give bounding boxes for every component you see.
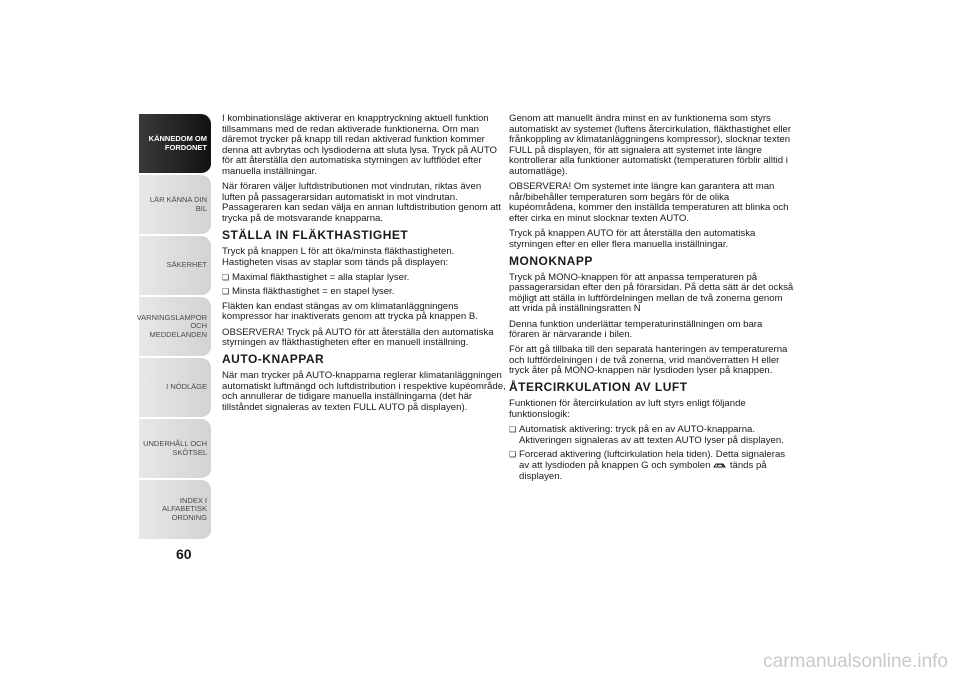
page-number: 60 bbox=[176, 546, 192, 562]
paragraph: När man trycker på AUTO-knapparna reglerar klimatanläggningen automatiskt luftmängd och luftdistribution i respektive kupéområde, och annullerar de tidigare manuella inställningarna (det här tillståndet signaleras av texten FULL AUTO på displayen). bbox=[222, 370, 506, 413]
paragraph: Tryck på knappen AUTO för att återställa den automatiska styrningen efter en eller flera manuella inställningar. bbox=[509, 227, 756, 250]
tab-underhall-och-skotsel[interactable]: UNDERHÅLL OCH SKÖTSEL bbox=[139, 419, 211, 479]
paragraph: Denna funktion underlättar temperaturinställningen om bara föraren är närvarande i bilen. bbox=[509, 318, 763, 341]
list-item: ❏ Maximal fläkthastighet = alla staplar lyser. bbox=[222, 273, 507, 284]
list-item: ❏ Minsta fläkthastighet = en stapel lyser. bbox=[222, 287, 507, 298]
heading-fan-speed: STÄLLA IN FLÄKTHASTIGHET bbox=[222, 227, 409, 242]
paragraph: Fläkten kan endast stängas av om klimatanläggningens kompressor har inaktiverats genom att trycka på knappen B. bbox=[222, 300, 478, 323]
paragraph: För att gå tillbaka till den separata hanteringen av temperaturerna och luftfördelningen i de två zonerna, vrid manöverratten H eller tryck åter på MONO-knappen när lysdioden lyser på knappen. bbox=[509, 344, 788, 377]
paragraph: Tryck på knappen L för att öka/minsta fläkthastigheten. Hastigheten visas av staplar som tänds på displayen: bbox=[222, 245, 455, 268]
tab-varningslampor[interactable]: VARNINGSLAMPOR OCH MEDDELANDEN bbox=[139, 297, 211, 357]
list-item: ❏ Automatisk aktivering: tryck på en av AUTO-knapparna. Aktiveringen signaleras av att texten AUTO lyser på displayen. bbox=[509, 425, 794, 446]
right-column bbox=[509, 114, 794, 486]
paragraph: OBSERVERA! Tryck på AUTO för att återställa den automatiska styrningen av fläkthastigheten efter en manuell inställning. bbox=[222, 326, 494, 349]
watermark: carmanualsonline.info bbox=[763, 651, 948, 672]
paragraph: Tryck på MONO-knappen för att anpassa temperaturen på passagerarsidan efter den på förarsidan. På detta sätt är det också möjligt att ställa in luftfördelningen mellan de två zonerna genom att vrida på inställningsratten N bbox=[509, 271, 794, 315]
paragraph: Genom att manuellt ändra minst en av funktionerna som styrs automatiskt av systemet (luftens återcirkulation, fläkthastighet eller frånkoppling av klimatanläggningens kompressor), slocknar texten FULL på displayen, för att signalera att systemet inte längre kontrollerar alla funktioner automatiskt (temperaturen förblir alltid i automatläge). bbox=[509, 113, 792, 177]
list-item bbox=[509, 450, 794, 482]
paragraph: Funktionen för återcirkulation av luft styrs enligt följande funktionslogik: bbox=[509, 398, 746, 421]
tab-i-nodlage[interactable]: I NÖDLÄGE bbox=[139, 358, 211, 418]
left-column bbox=[222, 114, 507, 418]
paragraph: I kombinationsläge aktiverar en knapptryckning aktuell funktion tillsammans med de redan aktiverade funktionerna. Om man däremot trycker på knapp till redan aktiverad funktion kommer denna att avbrytas och lysdioderna att sluta lysa. Tryck på AUTO för att återställa den automatiska styrningen av luftflödet efter manuella inställningar. bbox=[222, 113, 497, 177]
heading-auto-buttons: AUTO-KNAPPAR bbox=[222, 352, 325, 367]
paragraph: När föraren väljer luftdistributionen mot vindrutan, riktas även luften på passagerarsidan automatiskt in mot vindrutan. Passageraren kan sedan välja en annan luftdistribution genom att trycka på de motsvarande knapparna. bbox=[222, 181, 501, 224]
chapter-sidebar bbox=[136, 114, 211, 540]
recirculation-car-icon bbox=[713, 461, 727, 469]
paragraph: OBSERVERA! Om systemet inte längre kan garantera att man når/bibehåller temperaturen som begärs för de olika kupéområdena, kommer den inställda temperaturen att blinka och efter cirka en minut slocknar texten AUTO. bbox=[509, 181, 789, 224]
tab-index[interactable]: INDEX I ALFABETISK ORDNING bbox=[139, 480, 211, 540]
tab-sakerhet[interactable]: SÄKERHET bbox=[139, 236, 211, 296]
list-item-text: Forcerad aktivering (luftcirkulation hela tiden). Detta signaleras av att lysdioden på knappen G och symbolen bbox=[519, 449, 786, 471]
list-item-text: tänds på displayen. bbox=[519, 459, 767, 482]
heading-mono-button: MONOKNAPP bbox=[509, 253, 593, 268]
tab-lar-kanna-din-bil[interactable]: LÄR KÄNNA DIN BIL bbox=[139, 175, 211, 235]
heading-recirculation: ÅTERCIRKULATION AV LUFT bbox=[509, 380, 688, 395]
tab-kannedom-om-fordonet[interactable]: KÄNNEDOM OM FORDONET bbox=[139, 114, 211, 174]
